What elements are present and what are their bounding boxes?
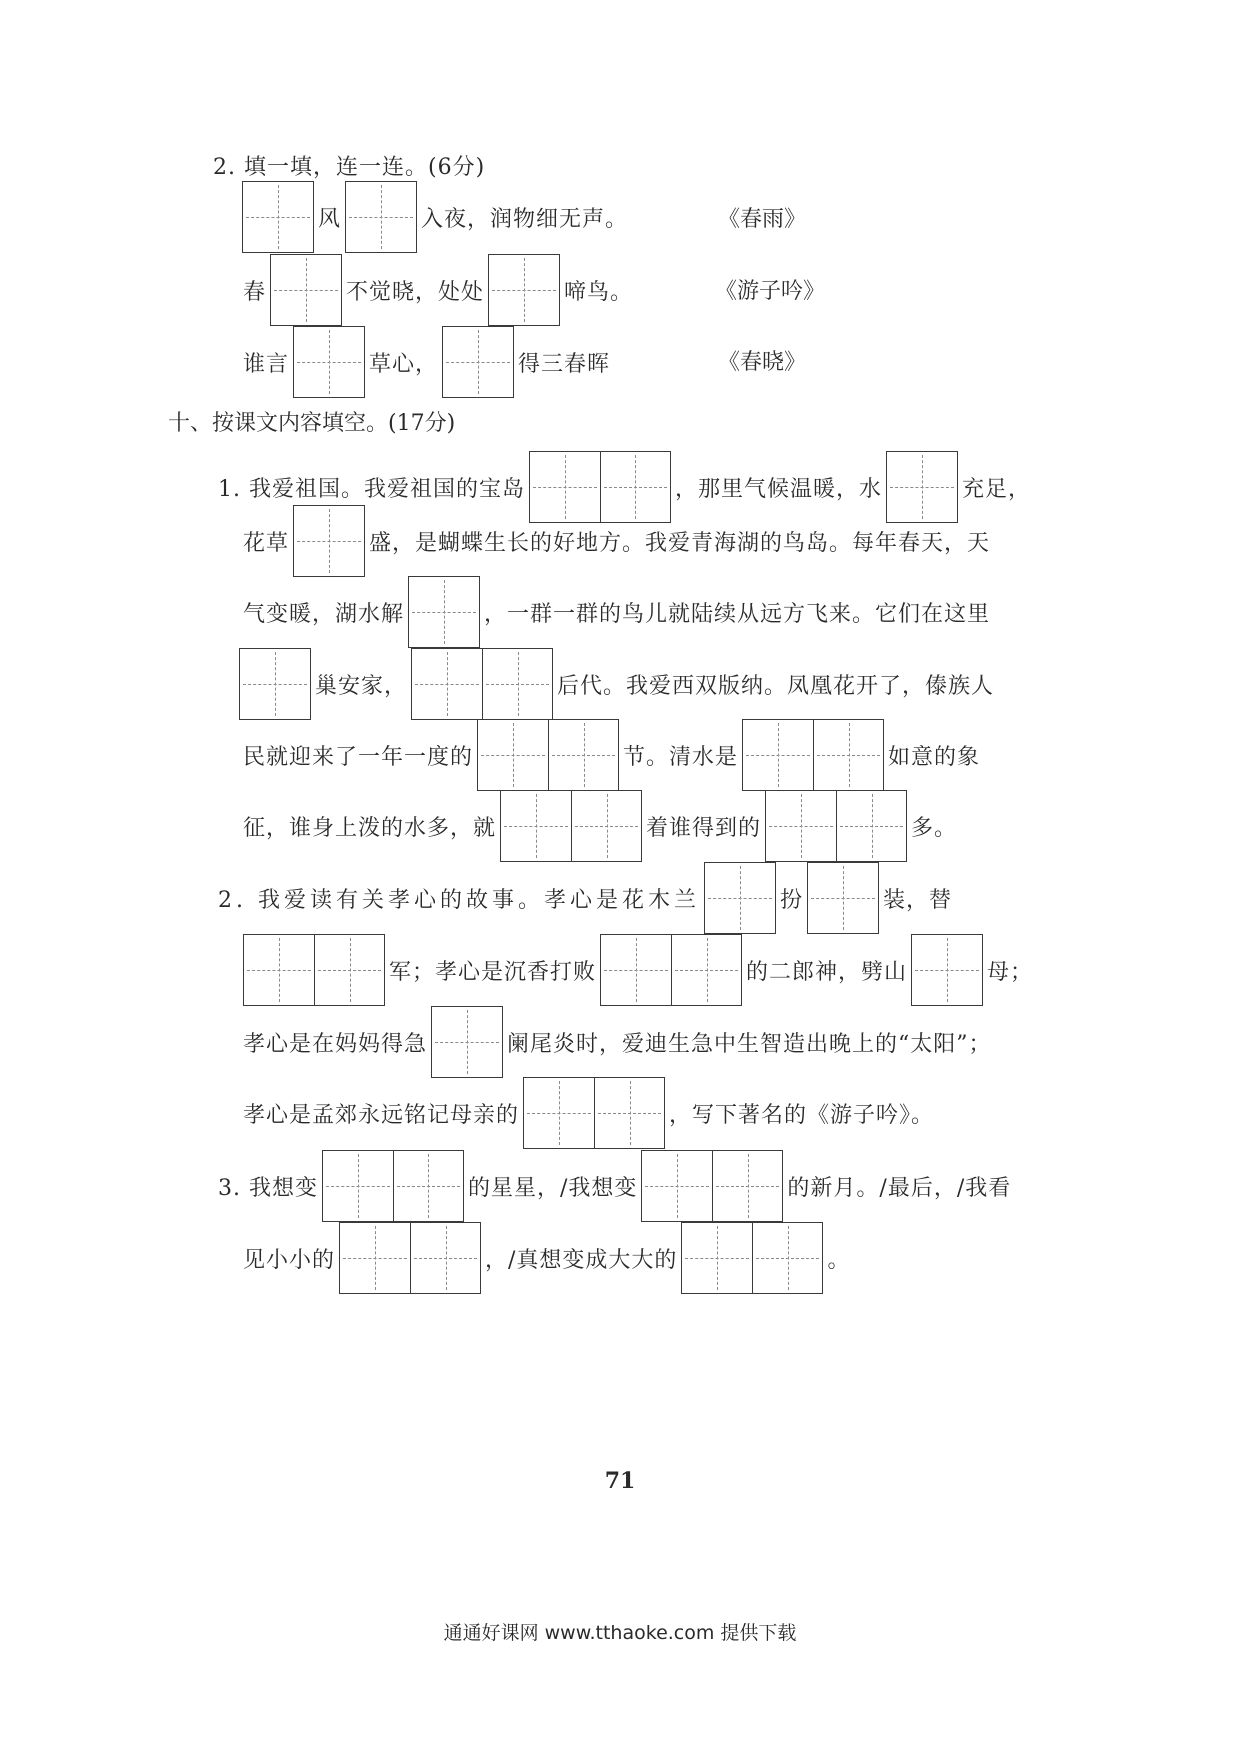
poem-text: 不觉晓，处处 xyxy=(346,279,485,305)
question-text: 花草 xyxy=(243,530,290,556)
question-text: ，/真想变成大大的 xyxy=(485,1247,678,1273)
question-text: 母； xyxy=(987,959,1034,985)
answer-box-14[interactable] xyxy=(742,719,884,791)
question-text: 装，替 xyxy=(883,887,953,913)
answer-box-20[interactable] xyxy=(600,934,742,1006)
poem-title-2: 《游子吟》 xyxy=(715,279,826,304)
poem-title-1: 《春雨》 xyxy=(718,207,807,232)
answer-box-21[interactable] xyxy=(911,934,983,1006)
poem-text: 入夜，润物细无声。 xyxy=(421,206,629,232)
answer-box-13[interactable] xyxy=(477,719,619,791)
question-text: 见小小的 xyxy=(243,1247,336,1273)
poem-text: 风 xyxy=(318,206,342,232)
question-text: 阑尾炎时，爱迪生急中生智造出晚上的“太阳”； xyxy=(507,1031,992,1057)
poem-text: 谁言 xyxy=(243,351,290,377)
question-text: 3. 我想变 xyxy=(218,1175,318,1201)
answer-box-6[interactable] xyxy=(442,326,514,398)
question-text: 盛，是蝴蝶生长的好地方。我爱青海湖的鸟岛。每年春天，天 xyxy=(369,530,991,556)
poem-text: 春 xyxy=(243,279,267,305)
answer-box-4[interactable] xyxy=(488,254,560,326)
answer-box-1[interactable] xyxy=(242,181,314,253)
answer-box-25[interactable] xyxy=(641,1150,783,1222)
answer-box-26[interactable] xyxy=(339,1222,481,1294)
question-text: 如意的象 xyxy=(888,744,981,770)
question-text: 扮 xyxy=(780,887,804,913)
answer-box-9[interactable] xyxy=(293,505,365,577)
question-text: 的新月。/最后，/我看 xyxy=(787,1175,1012,1201)
poem-title-3: 《春晓》 xyxy=(718,350,807,375)
answer-box-17[interactable] xyxy=(704,862,776,934)
question-text: 孝心是孟郊永远铭记母亲的 xyxy=(243,1102,520,1128)
question-text: ，写下著名的《游子吟》。 xyxy=(669,1102,935,1128)
page-number: 71 xyxy=(604,1468,636,1494)
question-text: ，一群一群的鸟儿就陆续从远方飞来。它们在这里 xyxy=(484,601,991,627)
poem-text: 啼鸟。 xyxy=(564,279,634,305)
question-text: 2. 我爱读有关孝心的故事。孝心是花木兰 xyxy=(218,887,700,913)
question-text: 孝心是在妈妈得急 xyxy=(243,1031,428,1057)
answer-box-19[interactable] xyxy=(243,934,385,1006)
question-text: 民就迎来了一年一度的 xyxy=(243,744,474,770)
answer-box-15[interactable] xyxy=(500,790,642,862)
poem-text: 得三春晖 xyxy=(518,351,611,377)
question-text: 军；孝心是沉香打败 xyxy=(389,959,597,985)
question-text: 多。 xyxy=(911,815,958,841)
answer-box-27[interactable] xyxy=(681,1222,823,1294)
answer-box-12[interactable] xyxy=(411,648,553,720)
question-text: 的二郎神，劈山 xyxy=(746,959,908,985)
question-text: 。 xyxy=(827,1247,851,1273)
answer-box-24[interactable] xyxy=(322,1150,464,1222)
question-text: 后代。我爱西双版纳。凤凰花开了，傣族人 xyxy=(557,673,995,699)
answer-box-3[interactable] xyxy=(270,254,342,326)
answer-box-22[interactable] xyxy=(431,1006,503,1078)
section-title: 十、按课文内容填空。(17分) xyxy=(168,411,456,436)
footer-watermark: 通通好课网 www.tthaoke.com 提供下载 xyxy=(443,1622,797,1644)
answer-box-5[interactable] xyxy=(293,326,365,398)
question-text: ，那里气候温暖，水 xyxy=(674,476,882,502)
question-text: 着谁得到的 xyxy=(646,815,762,841)
poem-text: 草心， xyxy=(369,351,439,377)
question-text: 充足， xyxy=(962,476,1032,502)
question-text: 1. 我爱祖国。我爱祖国的宝岛 xyxy=(218,476,525,502)
answer-box-10[interactable] xyxy=(408,576,480,648)
question-text: 气变暖，湖水解 xyxy=(243,601,405,627)
answer-box-11[interactable] xyxy=(239,648,311,720)
answer-box-23[interactable] xyxy=(523,1077,665,1149)
question-text: 征，谁身上泼的水多，就 xyxy=(243,815,497,841)
question-text: 的星星，/我想变 xyxy=(467,1175,638,1201)
question-text: 巢安家， xyxy=(315,673,408,699)
question-text: 节。清水是 xyxy=(623,744,739,770)
answer-box-16[interactable] xyxy=(765,790,907,862)
question-title: 2. 填一填，连一连。(6分) xyxy=(213,155,486,180)
answer-box-2[interactable] xyxy=(345,181,417,253)
answer-box-18[interactable] xyxy=(807,862,879,934)
